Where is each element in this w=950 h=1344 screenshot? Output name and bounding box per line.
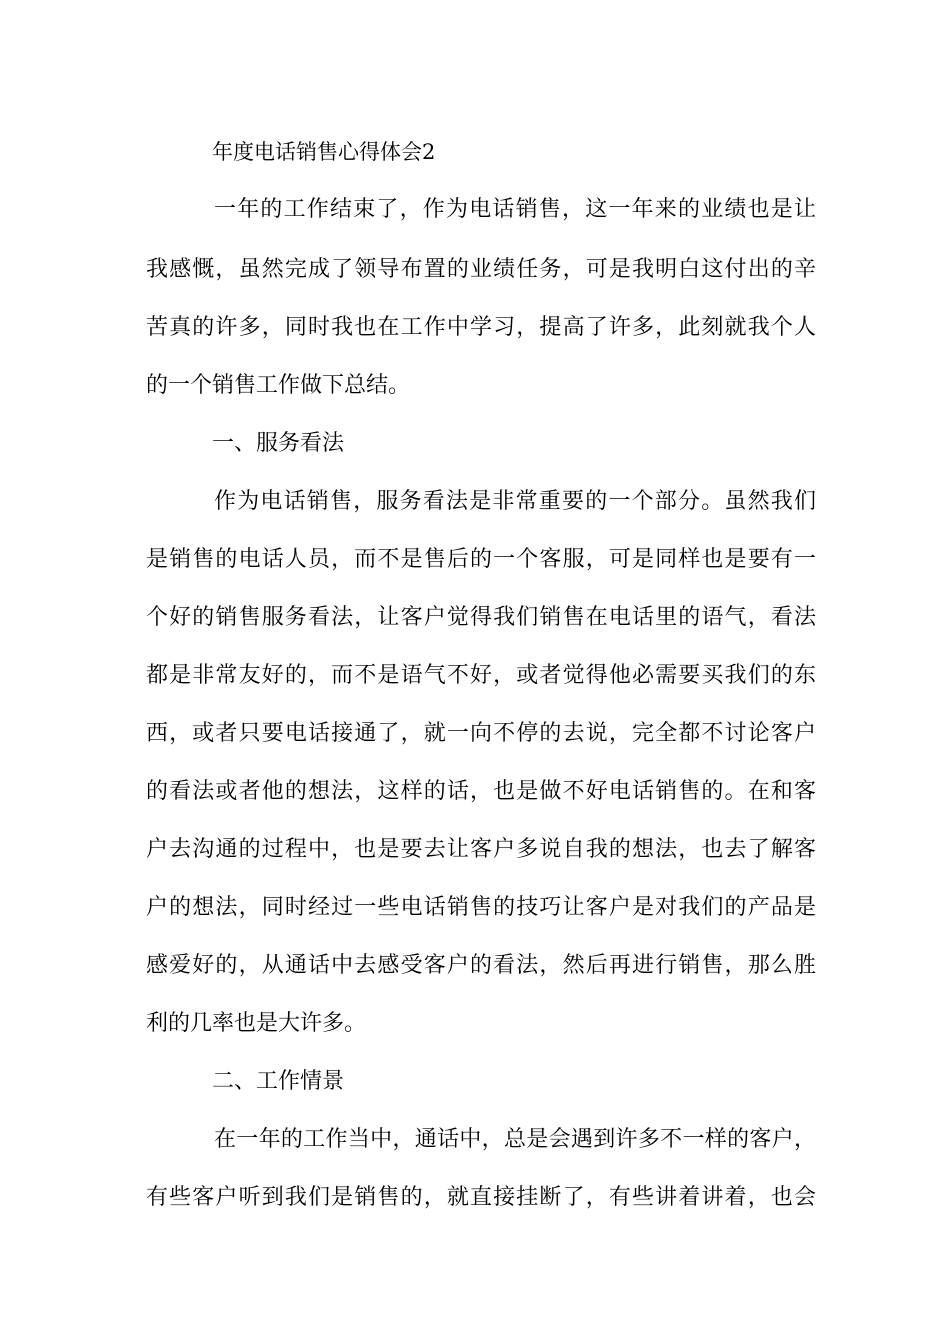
paragraph-line: 西，或者只要电话接通了，就一向不停的去说，完全都不讨论客户 bbox=[146, 721, 816, 746]
paragraph-line: 苦真的许多，同时我也在工作中学习，提高了许多，此刻就我个人 bbox=[146, 315, 816, 340]
paragraph-line: 是销售的电话人员，而不是售后的一个客服，可是同样也是要有一 bbox=[146, 547, 816, 572]
paragraph-line: 在一年的工作当中，通话中，总是会遇到许多不一样的客户， bbox=[214, 1127, 816, 1152]
document-title: 年度电话销售心得体会2 bbox=[212, 140, 436, 164]
paragraph-line: 户的想法，同时经过一些电话销售的技巧让客户是对我们的产品是 bbox=[146, 895, 816, 920]
paragraph-line: 有些客户听到我们是销售的，就直接挂断了，有些讲着讲着，也会 bbox=[146, 1185, 816, 1210]
section-heading-service: 一、服务看法 bbox=[212, 431, 345, 456]
paragraph-line: 利的几率也是大许多。 bbox=[146, 1011, 367, 1036]
paragraph-line: 都是非常友好的，而不是语气不好，或者觉得他必需要买我们的东 bbox=[146, 663, 816, 688]
paragraph-line: 一年的工作结束了，作为电话销售，这一年来的业绩也是让 bbox=[214, 197, 816, 222]
paragraph-line: 作为电话销售，服务看法是非常重要的一个部分。虽然我们 bbox=[214, 489, 816, 514]
paragraph-line: 个好的销售服务看法，让客户觉得我们销售在电话里的语气，看法 bbox=[146, 605, 816, 630]
paragraph-line: 感爱好的，从通话中去感受客户的看法，然后再进行销售，那么胜 bbox=[146, 953, 816, 978]
section-heading-work: 二、工作情景 bbox=[212, 1069, 345, 1094]
paragraph-line: 的看法或者他的想法，这样的话，也是做不好电话销售的。在和客 bbox=[146, 779, 816, 804]
paragraph-line: 我感慨，虽然完成了领导布置的业绩任务，可是我明白这付出的辛 bbox=[146, 257, 816, 282]
paragraph-line: 的一个销售工作做下总结。 bbox=[146, 373, 411, 398]
paragraph-line: 户去沟通的过程中，也是要去让客户多说自我的想法，也去了解客 bbox=[146, 837, 816, 862]
